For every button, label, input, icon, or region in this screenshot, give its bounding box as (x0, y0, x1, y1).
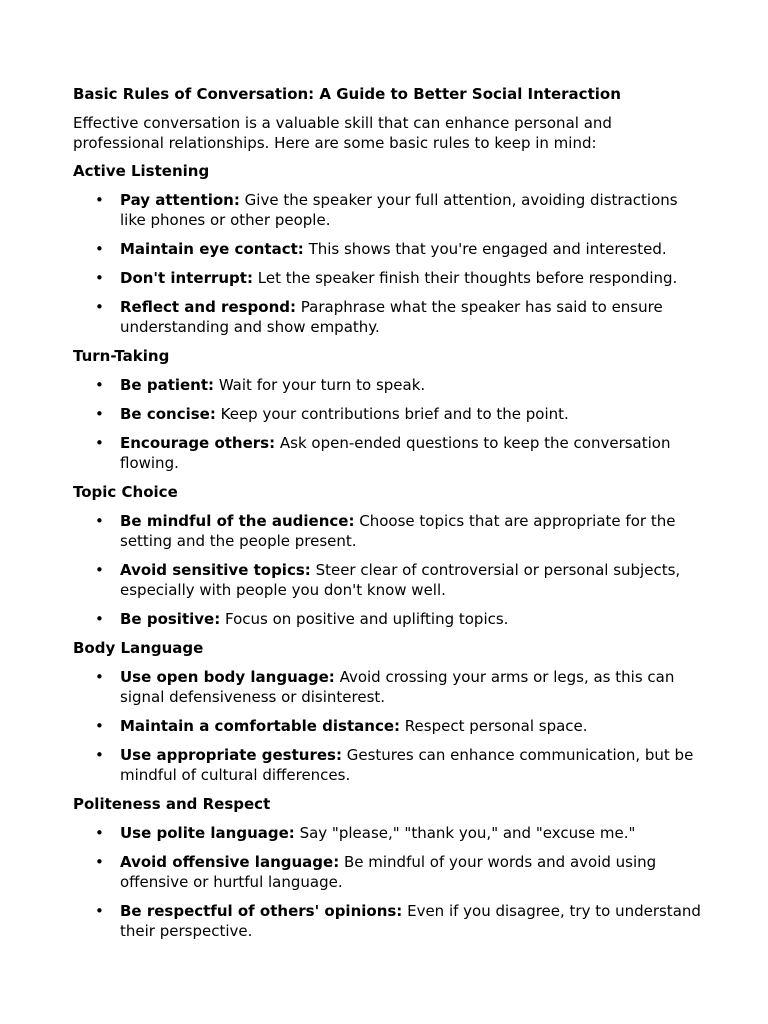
bullet-icon: • (95, 561, 104, 579)
document-sections (73, 161, 705, 941)
rule-list (73, 511, 705, 629)
rule-term: Pay attention: (120, 191, 240, 209)
rule-term: Reflect and respond: (120, 298, 297, 316)
section-heading: Body Language (73, 639, 204, 657)
section-heading: Topic Choice (73, 483, 178, 501)
rule-term: Avoid offensive language: (120, 853, 340, 871)
bullet-icon: • (95, 240, 104, 258)
rule-item (73, 404, 705, 424)
rule-item (73, 190, 705, 230)
rule-term: Be concise: (120, 405, 216, 423)
rule-list (73, 375, 705, 473)
section-heading: Turn-Taking (73, 347, 170, 365)
rule-text: Steer clear of controversial or personal subjects, especially with people you don't know well. (120, 561, 681, 599)
rule-term: Avoid sensitive topics: (120, 561, 311, 579)
rule-item (73, 375, 705, 395)
rule-item (73, 560, 705, 600)
bullet-icon: • (95, 298, 104, 316)
rule-term: Be positive: (120, 610, 221, 628)
rule-text: Even if you disagree, try to understand their perspective. (120, 902, 701, 940)
rule-item (73, 716, 705, 736)
rule-item (73, 511, 705, 551)
rule-text: Give the speaker your full attention, avoiding distractions like phones or other people. (120, 191, 678, 229)
section (73, 794, 705, 941)
rule-item (73, 745, 705, 785)
rule-text: Paraphrase what the speaker has said to ensure understanding and show empathy. (120, 298, 663, 336)
rule-item (73, 901, 705, 941)
bullet-icon: • (95, 668, 104, 686)
rule-item (73, 433, 705, 473)
rule-term: Maintain a comfortable distance: (120, 717, 401, 735)
rule-list (73, 667, 705, 785)
section (73, 161, 705, 337)
bullet-icon: • (95, 746, 104, 764)
rule-text: Keep your contributions brief and to the point. (220, 405, 569, 423)
rule-term: Use appropriate gestures: (120, 746, 342, 764)
bullet-icon: • (95, 405, 104, 423)
rule-text: Focus on positive and uplifting topics. (224, 610, 509, 628)
rule-term: Be mindful of the audience: (120, 512, 355, 530)
document-intro: Effective conversation is a valuable skill that can enhance personal and professional relationships. Here are some basic rules to keep in mind: (73, 114, 612, 152)
rule-term: Don't interrupt: (120, 269, 253, 287)
bullet-icon: • (95, 434, 104, 452)
rule-item (73, 823, 705, 843)
rule-text: Ask open-ended questions to keep the conversation flowing. (120, 434, 671, 472)
rule-text: Say "please," "thank you," and "excuse me." (299, 824, 636, 842)
rule-text: Be mindful of your words and avoid using offensive or hurtful language. (120, 853, 657, 891)
rule-term: Be patient: (120, 376, 215, 394)
section (73, 638, 705, 785)
rule-list (73, 190, 705, 337)
bullet-icon: • (95, 610, 104, 628)
section (73, 482, 705, 629)
rule-text: Let the speaker finish their thoughts before responding. (257, 269, 678, 287)
bullet-icon: • (95, 717, 104, 735)
section-heading: Active Listening (73, 162, 210, 180)
rule-text: This shows that you're engaged and interested. (308, 240, 667, 258)
rule-text: Wait for your turn to speak. (218, 376, 426, 394)
rule-item (73, 297, 705, 337)
rule-item (73, 667, 705, 707)
bullet-icon: • (95, 902, 104, 920)
bullet-icon: • (95, 191, 104, 209)
rule-term: Use open body language: (120, 668, 335, 686)
rule-term: Encourage others: (120, 434, 276, 452)
rule-term: Maintain eye contact: (120, 240, 304, 258)
section-heading: Politeness and Respect (73, 795, 271, 813)
rule-text: Respect personal space. (404, 717, 588, 735)
document-page (73, 84, 705, 950)
rule-term: Use polite language: (120, 824, 295, 842)
bullet-icon: • (95, 512, 104, 530)
document-title: Basic Rules of Conversation: A Guide to Better Social Interaction (73, 85, 621, 103)
rule-item (73, 268, 705, 288)
section (73, 346, 705, 473)
rule-text: Gestures can enhance communication, but be mindful of cultural differences. (120, 746, 694, 784)
rule-item (73, 609, 705, 629)
rule-term: Be respectful of others' opinions: (120, 902, 403, 920)
rule-list (73, 823, 705, 941)
rule-item (73, 852, 705, 892)
bullet-icon: • (95, 824, 104, 842)
rule-item (73, 239, 705, 259)
bullet-icon: • (95, 376, 104, 394)
bullet-icon: • (95, 853, 104, 871)
rule-text: Choose topics that are appropriate for the setting and the people present. (120, 512, 676, 550)
bullet-icon: • (95, 269, 104, 287)
rule-text: Avoid crossing your arms or legs, as this can signal defensiveness or disinterest. (120, 668, 675, 706)
